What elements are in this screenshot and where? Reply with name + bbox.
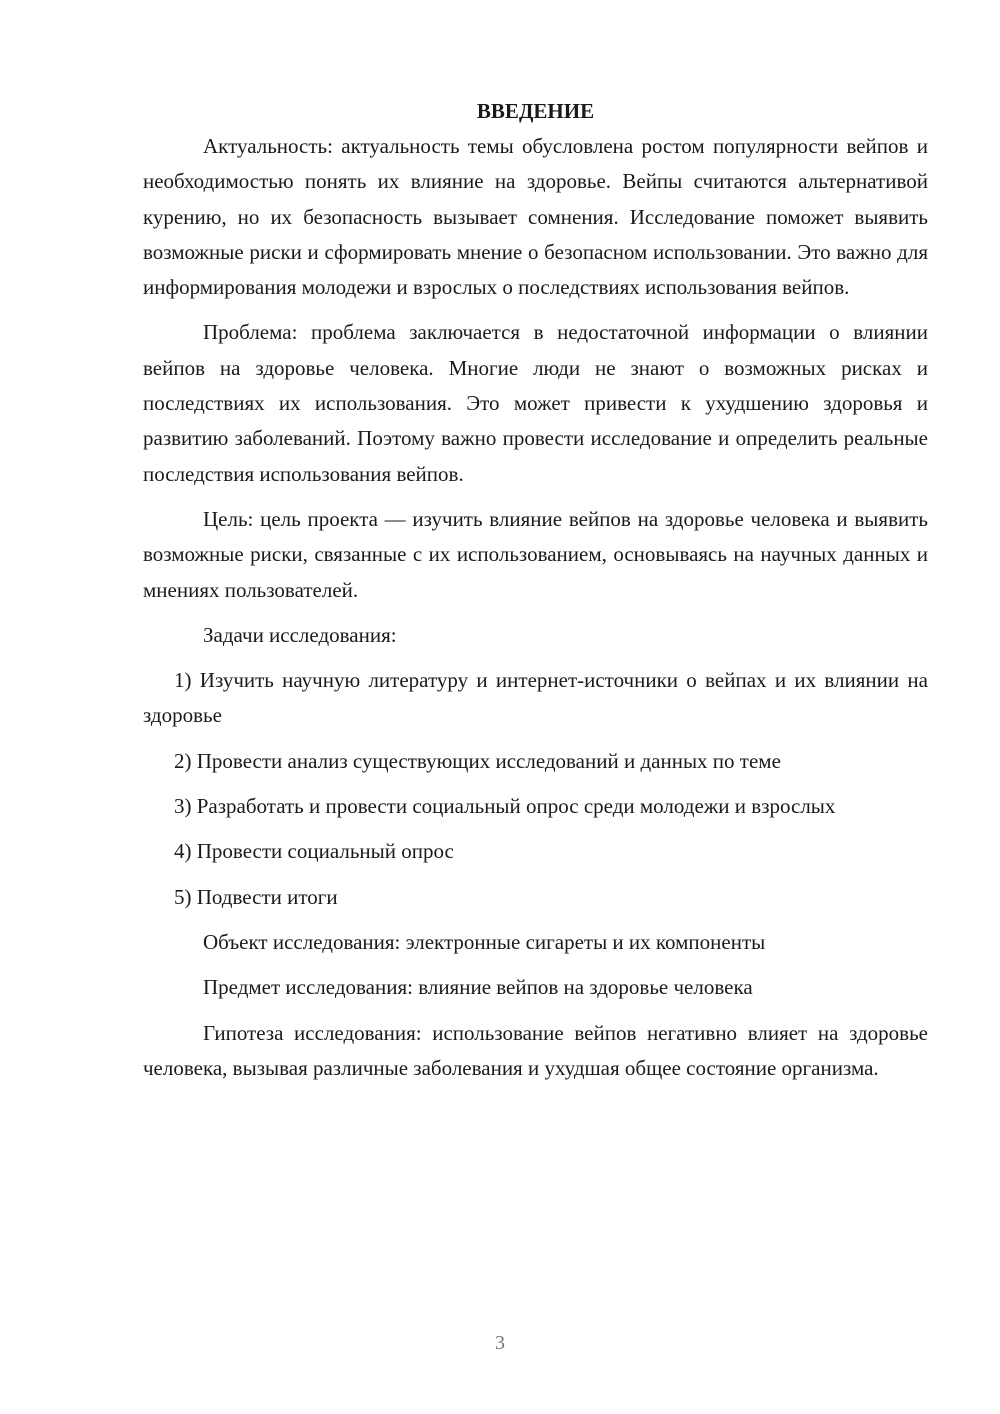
paragraph-hypothesis: Гипотеза исследования: использование вейпов негативно влияет на здоровье человека, вызывая различные заболевания и ухудшая общее состояние организма. <box>143 1020 928 1080</box>
paragraph-subject: Предмет исследования: влияние вейпов на здоровье человека <box>203 975 753 1000</box>
task-item-4: 4) Провести социальный опрос <box>174 839 454 864</box>
section-title: ВВЕДЕНИЕ <box>476 99 595 123</box>
paragraph-relevance: Актуальность: актуальность темы обусловлена ростом популярности вейпов и необходимостью понять их влияние на здоровье. Вейпы считаются альтернативой курению, но их безопасность вызывает сомнения. Исследование поможет выявить возможные риски и сформировать мнение о безопасном использовании. Это важно для информирования молодежи и взрослых о последствиях использования вейпов. <box>143 134 928 300</box>
task-item-3: 3) Разработать и провести социальный опрос среди молодежи и взрослых <box>174 794 836 819</box>
page-number: 3 <box>495 1332 505 1354</box>
task-item-5: 5) Подвести итоги <box>174 884 338 909</box>
tasks-heading: Задачи исследования: <box>203 622 397 647</box>
paragraph-problem: Проблема: проблема заключается в недостаточной информации о влиянии вейпов на здоровье человека. Многие люди не знают о возможных рисках и последствиях их использования. Это может привести к ухудшению здоровья и развитию заболеваний. Поэтому важно провести исследование и определить реальные последствия использования вейпов. <box>143 320 928 486</box>
paragraph-goal: Цель: цель проекта — изучить влияние вейпов на здоровье человека и выявить возможные риски, связанные с их использованием, основываясь на научных данных и мнениях пользователей. <box>143 506 928 602</box>
task-item-1: 1) Изучить научную литературу и интернет-источники о вейпах и их влиянии на здоровье <box>143 668 928 728</box>
paragraph-object: Объект исследования: электронные сигареты и их компоненты <box>203 929 766 954</box>
task-item-2: 2) Провести анализ существующих исследований и данных по теме <box>174 748 781 773</box>
document-page <box>143 94 928 1086</box>
